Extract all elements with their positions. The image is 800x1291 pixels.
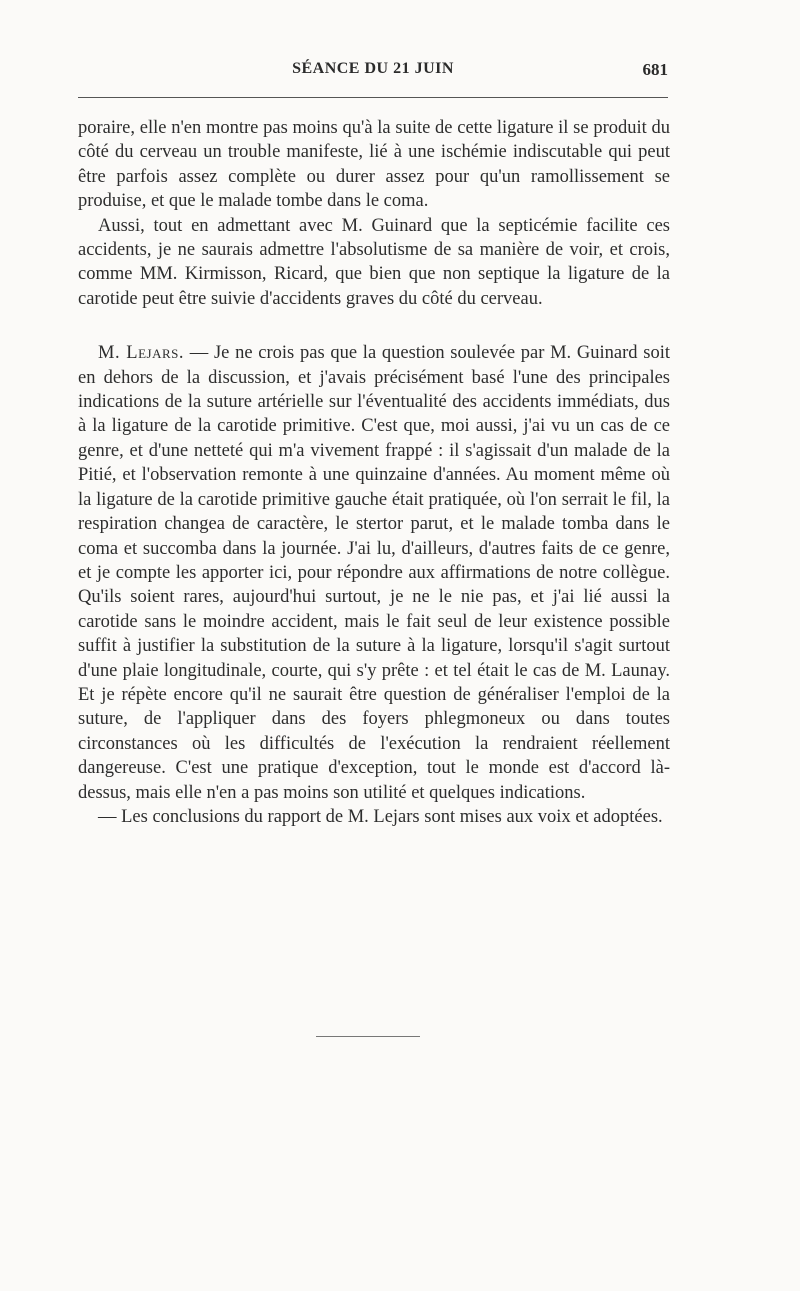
header-rule (78, 97, 668, 98)
page-number: 681 (642, 60, 668, 79)
speaker-name: M. Lejars. (98, 343, 185, 364)
paragraph-aussi: Aussi, tout en admettant avec M. Guinard que la septicémie facilite ces accidents, je ne saurais admettre l'absolutisme de sa manière de voir, et crois, comme MM. Kirmisson, Ricard, que bien que non septique la ligature de la carotide peut être suivie d'accidents graves du côté du cerveau. (78, 215, 670, 309)
running-title: SÉANCE DU 21 JUIN (292, 60, 454, 77)
paragraph-lejars (78, 341, 670, 805)
paragraph-conclusion: — Les conclusions du rapport de M. Lejars sont mises aux voix et adoptées. (98, 806, 663, 827)
paragraph-gap (78, 311, 670, 341)
end-rule (316, 1036, 420, 1037)
lejars-statement: — Je ne crois pas que la question soulevée par M. Guinard soit en dehors de la discussion, et j'avais précisément basé l'une des principales indications de la suture artérielle sur l'éventualité des accidents immédiats, dus à la ligature de la carotide primitive. C'est que, moi aussi, j'ai vu un cas de ce genre, et d'une netteté qui m'a vivement frappé : il s'agissait d'un malade de la Pitié, et l'observation remonte à une quinzaine d'années. Au moment même où la ligature de la carotide primitive gauche était pratiquée, où l'on serrait le fil, la respiration changea de caractère, le stertor parut, et le malade tomba dans le coma et succomba dans la journée. J'ai lu, d'ailleurs, d'autres faits de ce genre, et je compte les apporter ici, pour répondre aux affirmations de notre collègue. Qu'ils soient rares, aujourd'hui surtout, je ne le nie pas, et j'ai lié aussi la carotide sans le moindre accident, mais le fait seul de leur existence possible suffit à justifier la substitution de la suture à la ligature, lorsqu'il s'agit surtout d'une plaie longitudinale, courte, qui s'y prête : et tel était le cas de M. Launay. Et je répète encore qu'il ne saurait être question de généraliser l'emploi de la suture, de l'appliquer dans des foyers phlegmoneux ou dans toutes circonstances où les difficultés de l'exécution la rendraient réellement dangereuse. C'est une pratique d'exception, tout le monde est d'accord là-dessus, mais elle n'en a pas moins son utilité et quelques indications. (78, 343, 670, 803)
running-head (78, 60, 668, 86)
paragraph-continuation: poraire, elle n'en montre pas moins qu'à la suite de cette ligature il se produit du côté du cerveau un trouble manifeste, lié à une ischémie indiscutable qui peut être parfois assez complète ou durer assez pour qu'un ramollissement se produise, et que le malade tombe dans le coma. (78, 118, 670, 212)
body-text (78, 116, 670, 829)
